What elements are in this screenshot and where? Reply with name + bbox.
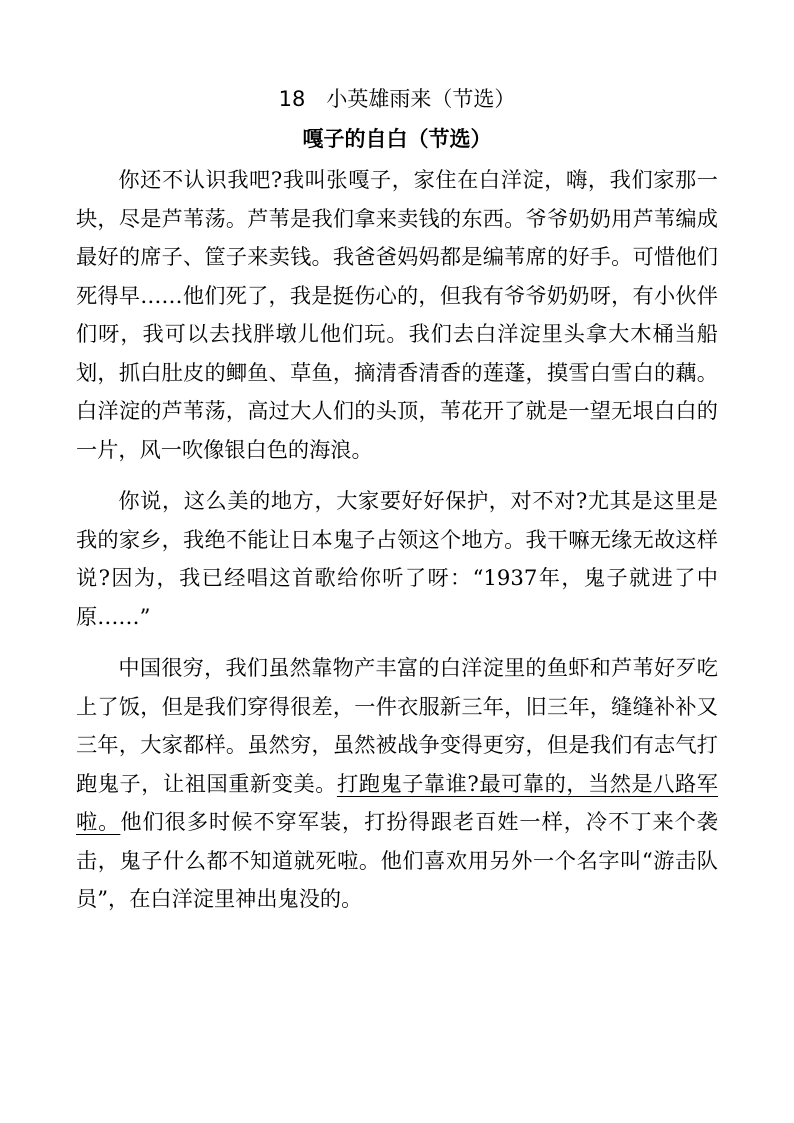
paragraph-3-text-after: 他们很多时候不穿军装，打扮得跟老百姓一样，冷不丁来个袭击，鬼子什么都不知道就死啦。他们喜欢用另外一个名字叫“游击队员”，在白洋淀里神出鬼没的。 [76,809,718,911]
document-page [76,84,718,919]
paragraph-2: 你说，这么美的地方，大家要好好保护，对不对?尤其是这里是我的家乡，我绝不能让日本鬼子占领这个地方。我干嘛无缘无故这样说?因为，我已经唱这首歌给你听了呀：“1937年，鬼子就进了中原……” [76,488,718,629]
paragraph-1: 你还不认识我吧?我叫张嘎子，家住在白洋淀，嗨，我们家那一块，尽是芦苇荡。芦苇是我们拿来卖钱的东西。爷爷奶奶用芦苇编成最好的席子、筐子来卖钱。我爸爸妈妈都是编苇席的好手。可惜他们死得早……他们死了，我是挺伤心的，但我有爷爷奶奶呀，有小伙伴们呀，我可以去找胖墩儿他们玩。我们去白洋淀里头拿大木桶当船划，抓白肚皮的鲫鱼、草鱼，摘清香清香的莲蓬，摸雪白雪白的藕。白洋淀的芦苇荡，高过大人们的头顶，苇花开了就是一望无垠白白的一片，风一吹像银白色的海浪。 [76,167,718,462]
article-subtitle: 嘎子的自白（节选） [302,127,492,151]
paragraph-3-text-before: 中国很穷，我们虽然靠物产丰富的白洋淀里的鱼虾和芦苇好歹吃上了饭，但是我们穿得很差，一件衣服新三年，旧三年，缝缝补补又三年，大家都样。虽然穷，虽然被战争变得更穷，但是我们有志气打跑鬼子，让祖国重新变美。 [76,655,718,796]
underlined-sentence: 打跑鬼子靠谁?最可靠的，当然是八路军啦。 [76,770,718,834]
lesson-title: 18 小英雄雨来（节选） [278,87,516,111]
paragraph-3 [76,649,718,919]
